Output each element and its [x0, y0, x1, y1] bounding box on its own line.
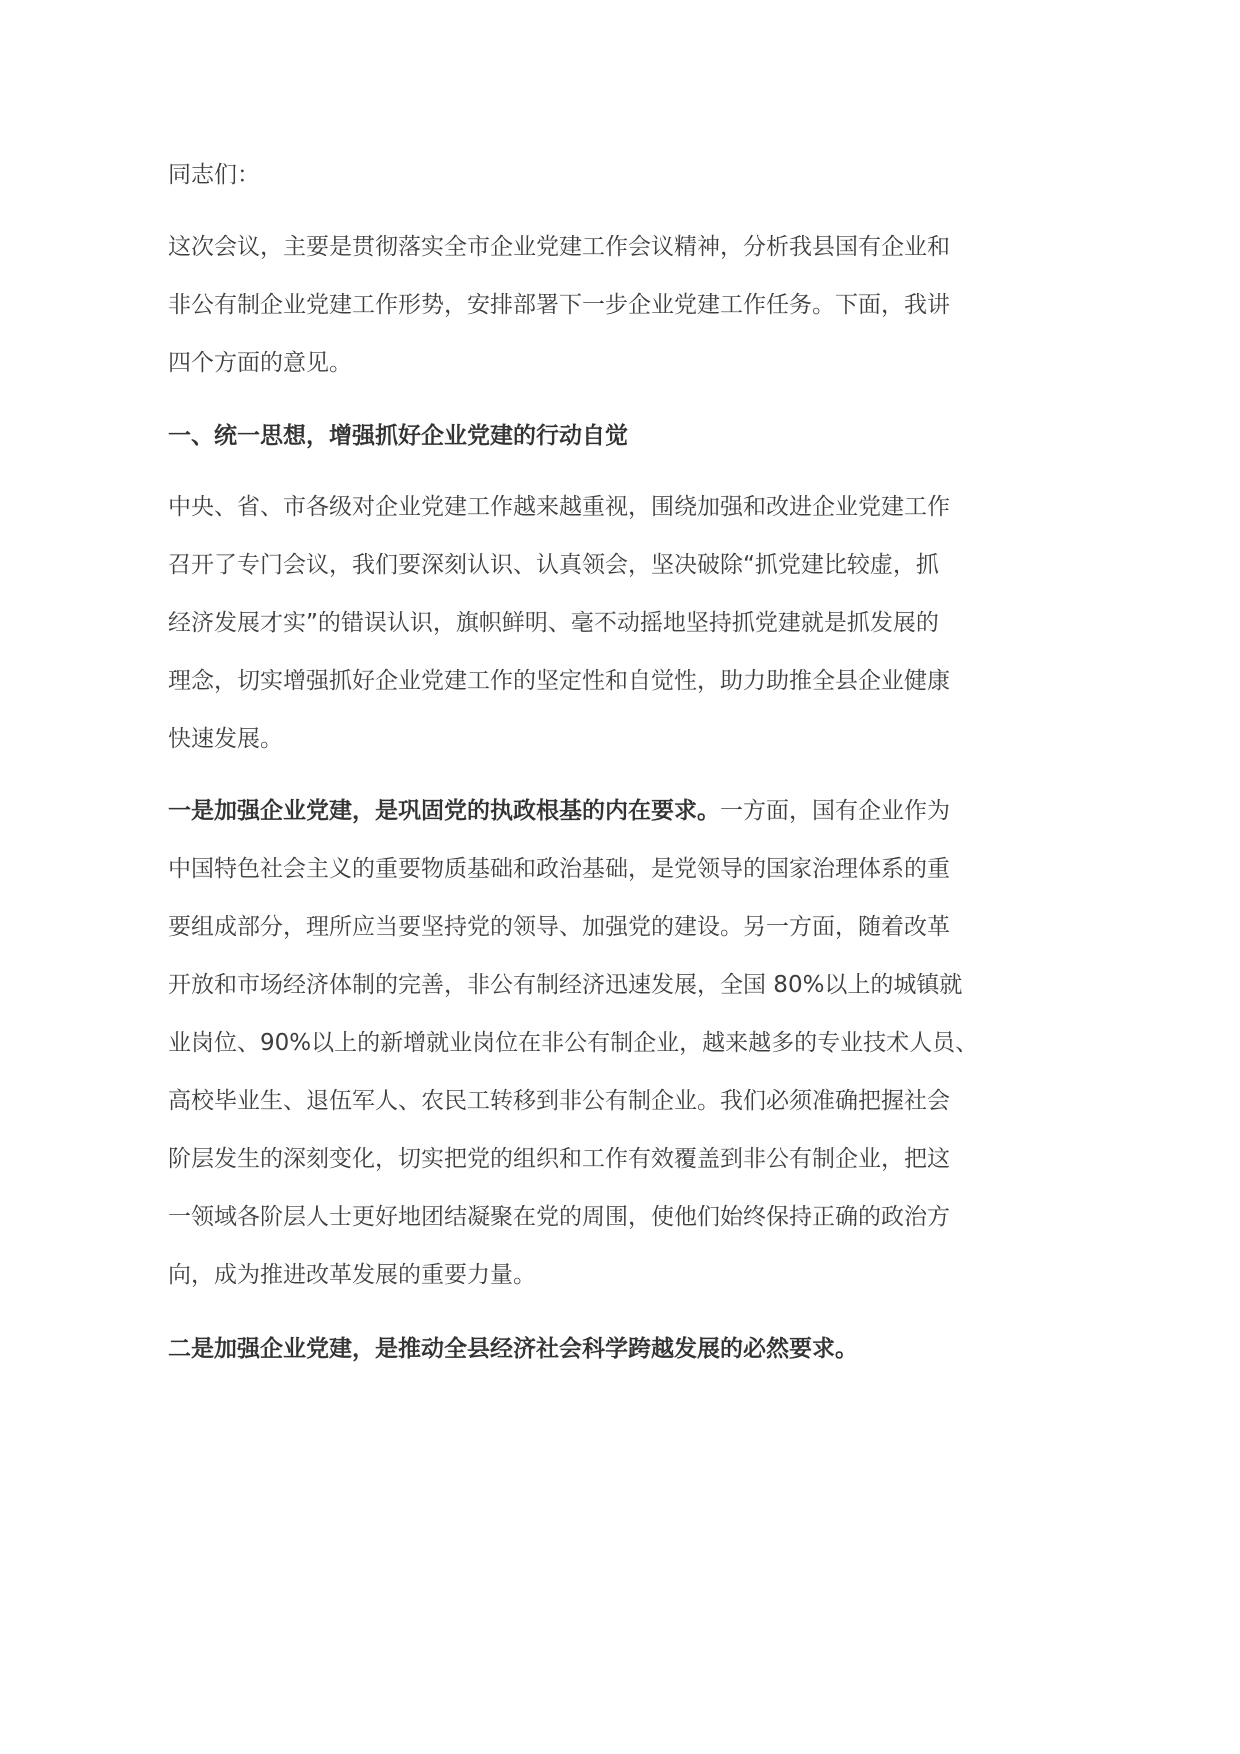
paragraph-line [168, 1202, 950, 1232]
body-text: 一方面，国有企业作为 [720, 798, 950, 824]
body-text: 非公有制企业党建工作形势，安排部署下一步企业党建工作任务。下面，我讲 [168, 292, 950, 318]
body-text: 要组成部分，理所应当要坚持党的领导、加强党的建设。另一方面，随着改革 [168, 914, 950, 940]
body-text: 中央、省、市各级对企业党建工作越来越重视，围绕加强和改进企业党建工作 [168, 494, 950, 520]
bold-lead-text: 一是加强企业党建，是巩固党的执政根基的内在要求。 [168, 798, 720, 824]
paragraph-line [168, 1260, 536, 1290]
paragraph-line [168, 160, 260, 190]
paragraph-line [168, 970, 962, 1000]
body-text: 快速发展。 [168, 726, 283, 752]
body-text: 阶层发生的深刻变化，切实把党的组织和工作有效覆盖到非公有制企业，把这 [168, 1146, 950, 1172]
paragraph-line [168, 492, 950, 522]
body-text: 四个方面的意见。 [168, 350, 352, 376]
body-text: 同志们： [168, 162, 260, 188]
paragraph-line [168, 912, 950, 942]
body-text: 这次会议，主要是贯彻落实全市企业党建工作会议精神，分析我县国有企业和 [168, 234, 950, 260]
body-text: 召开了专门会议，我们要深刻认识、认真领会，坚决破除“抓党建比较虚，抓 [168, 552, 939, 578]
body-text: 理念，切实增强抓好企业党建工作的坚定性和自觉性，助力助推全县企业健康 [168, 668, 950, 694]
section-heading [168, 1334, 858, 1364]
paragraph-line [168, 608, 939, 638]
bold-lead-text: 二是加强企业党建，是推动全县经济社会科学跨越发展的必然要求。 [168, 1336, 858, 1362]
body-text: 一领域各阶层人士更好地团结凝聚在党的周围，使他们始终保持正确的政治方 [168, 1204, 950, 1230]
body-text: 高校毕业生、退伍军人、农民工转移到非公有制企业。我们必须准确把握社会 [168, 1088, 950, 1114]
paragraph-line [168, 1144, 950, 1174]
paragraph-line [168, 796, 950, 826]
body-text: 经济发展才实”的错误认识，旗帜鲜明、毫不动摇地坚持抓党建就是抓发展的 [168, 610, 939, 636]
body-text: 向，成为推进改革发展的重要力量。 [168, 1262, 536, 1288]
body-text: 中国特色社会主义的重要物质基础和政治基础，是党领导的国家治理体系的重 [168, 856, 950, 882]
bold-lead-text: 一、统一思想，增强抓好企业党建的行动自觉 [168, 423, 628, 449]
paragraph-line [168, 232, 950, 262]
paragraph-line [168, 724, 283, 754]
paragraph-line [168, 666, 950, 696]
paragraph-line [168, 854, 950, 884]
paragraph-line [168, 550, 939, 580]
paragraph-line [168, 348, 352, 378]
section-heading [168, 421, 628, 451]
body-text: 业岗位、90%以上的新增就业岗位在非公有制企业，越来越多的专业技术人员、 [168, 1030, 979, 1056]
paragraph-line [168, 290, 950, 320]
paragraph-line [168, 1086, 950, 1116]
body-text: 开放和市场经济体制的完善，非公有制经济迅速发展，全国 80%以上的城镇就 [168, 972, 963, 998]
paragraph-line [168, 1028, 978, 1058]
